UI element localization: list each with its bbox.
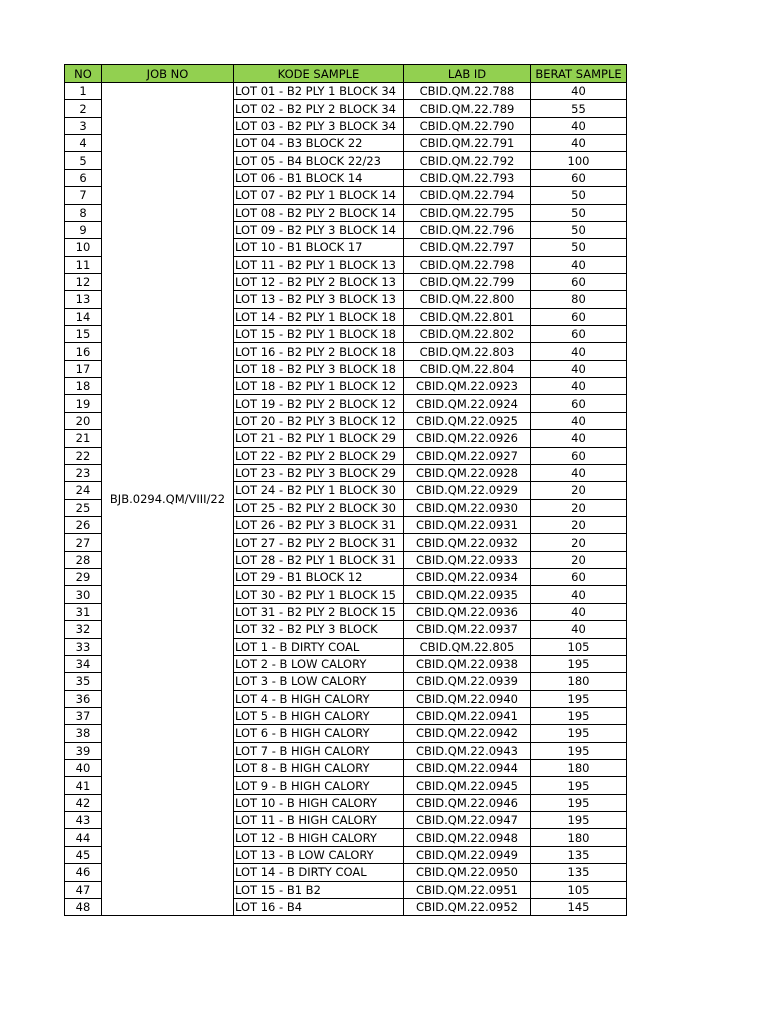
cell-no: 9 bbox=[65, 221, 102, 238]
cell-lab-id: CBID.QM.22.0923 bbox=[404, 378, 531, 395]
cell-kode-sample: LOT 6 - B HIGH CALORY bbox=[234, 725, 404, 742]
cell-no: 42 bbox=[65, 794, 102, 811]
cell-lab-id: CBID.QM.22.0947 bbox=[404, 812, 531, 829]
cell-lab-id: CBID.QM.22.0937 bbox=[404, 621, 531, 638]
cell-berat-sample: 195 bbox=[531, 742, 627, 759]
cell-berat-sample: 40 bbox=[531, 83, 627, 100]
cell-kode-sample: LOT 08 - B2 PLY 2 BLOCK 14 bbox=[234, 204, 404, 221]
cell-kode-sample: LOT 29 - B1 BLOCK 12 bbox=[234, 569, 404, 586]
cell-berat-sample: 40 bbox=[531, 256, 627, 273]
cell-no: 36 bbox=[65, 690, 102, 707]
header-lab-id: LAB ID bbox=[404, 65, 531, 83]
cell-kode-sample: LOT 20 - B2 PLY 3 BLOCK 12 bbox=[234, 412, 404, 429]
cell-no: 48 bbox=[65, 898, 102, 915]
cell-no: 20 bbox=[65, 412, 102, 429]
cell-lab-id: CBID.QM.22.793 bbox=[404, 169, 531, 186]
cell-kode-sample: LOT 24 - B2 PLY 1 BLOCK 30 bbox=[234, 482, 404, 499]
cell-kode-sample: LOT 14 - B DIRTY COAL bbox=[234, 864, 404, 881]
cell-lab-id: CBID.QM.22.0931 bbox=[404, 516, 531, 533]
cell-lab-id: CBID.QM.22.799 bbox=[404, 273, 531, 290]
cell-lab-id: CBID.QM.22.0942 bbox=[404, 725, 531, 742]
cell-kode-sample: LOT 31 - B2 PLY 2 BLOCK 15 bbox=[234, 603, 404, 620]
cell-kode-sample: LOT 16 - B4 bbox=[234, 898, 404, 915]
cell-berat-sample: 40 bbox=[531, 117, 627, 134]
cell-berat-sample: 20 bbox=[531, 551, 627, 568]
cell-no: 2 bbox=[65, 100, 102, 117]
cell-kode-sample: LOT 12 - B2 PLY 2 BLOCK 13 bbox=[234, 273, 404, 290]
cell-kode-sample: LOT 11 - B2 PLY 1 BLOCK 13 bbox=[234, 256, 404, 273]
cell-berat-sample: 135 bbox=[531, 846, 627, 863]
cell-no: 12 bbox=[65, 273, 102, 290]
cell-no: 32 bbox=[65, 621, 102, 638]
cell-berat-sample: 20 bbox=[531, 534, 627, 551]
cell-berat-sample: 60 bbox=[531, 308, 627, 325]
cell-lab-id: CBID.QM.22.789 bbox=[404, 100, 531, 117]
cell-berat-sample: 20 bbox=[531, 499, 627, 516]
cell-no: 28 bbox=[65, 551, 102, 568]
cell-lab-id: CBID.QM.22.788 bbox=[404, 83, 531, 100]
cell-kode-sample: LOT 07 - B2 PLY 1 BLOCK 14 bbox=[234, 187, 404, 204]
cell-no: 5 bbox=[65, 152, 102, 169]
cell-no: 25 bbox=[65, 499, 102, 516]
cell-berat-sample: 40 bbox=[531, 621, 627, 638]
cell-berat-sample: 180 bbox=[531, 760, 627, 777]
cell-lab-id: CBID.QM.22.0928 bbox=[404, 464, 531, 481]
cell-no: 16 bbox=[65, 343, 102, 360]
cell-no: 11 bbox=[65, 256, 102, 273]
cell-kode-sample: LOT 11 - B HIGH CALORY bbox=[234, 812, 404, 829]
cell-lab-id: CBID.QM.22.797 bbox=[404, 239, 531, 256]
cell-lab-id: CBID.QM.22.795 bbox=[404, 204, 531, 221]
cell-kode-sample: LOT 12 - B HIGH CALORY bbox=[234, 829, 404, 846]
cell-no: 41 bbox=[65, 777, 102, 794]
cell-kode-sample: LOT 03 - B2 PLY 3 BLOCK 34 bbox=[234, 117, 404, 134]
cell-kode-sample: LOT 19 - B2 PLY 2 BLOCK 12 bbox=[234, 395, 404, 412]
cell-no: 18 bbox=[65, 378, 102, 395]
cell-no: 31 bbox=[65, 603, 102, 620]
cell-berat-sample: 60 bbox=[531, 569, 627, 586]
cell-lab-id: CBID.QM.22.0948 bbox=[404, 829, 531, 846]
cell-no: 8 bbox=[65, 204, 102, 221]
cell-lab-id: CBID.QM.22.0932 bbox=[404, 534, 531, 551]
cell-lab-id: CBID.QM.22.801 bbox=[404, 308, 531, 325]
cell-kode-sample: LOT 15 - B1 B2 bbox=[234, 881, 404, 898]
cell-no: 21 bbox=[65, 430, 102, 447]
cell-berat-sample: 40 bbox=[531, 464, 627, 481]
cell-no: 19 bbox=[65, 395, 102, 412]
cell-berat-sample: 40 bbox=[531, 412, 627, 429]
cell-lab-id: CBID.QM.22.0944 bbox=[404, 760, 531, 777]
cell-berat-sample: 60 bbox=[531, 447, 627, 464]
cell-lab-id: CBID.QM.22.0930 bbox=[404, 499, 531, 516]
cell-berat-sample: 135 bbox=[531, 864, 627, 881]
cell-no: 15 bbox=[65, 326, 102, 343]
cell-berat-sample: 180 bbox=[531, 829, 627, 846]
cell-berat-sample: 55 bbox=[531, 100, 627, 117]
cell-lab-id: CBID.QM.22.0943 bbox=[404, 742, 531, 759]
cell-kode-sample: LOT 09 - B2 PLY 3 BLOCK 14 bbox=[234, 221, 404, 238]
cell-kode-sample: LOT 25 - B2 PLY 2 BLOCK 30 bbox=[234, 499, 404, 516]
cell-kode-sample: LOT 21 - B2 PLY 1 BLOCK 29 bbox=[234, 430, 404, 447]
cell-lab-id: CBID.QM.22.0929 bbox=[404, 482, 531, 499]
cell-lab-id: CBID.QM.22.0951 bbox=[404, 881, 531, 898]
cell-no: 27 bbox=[65, 534, 102, 551]
cell-kode-sample: LOT 9 - B HIGH CALORY bbox=[234, 777, 404, 794]
cell-kode-sample: LOT 13 - B2 PLY 3 BLOCK 13 bbox=[234, 291, 404, 308]
header-no: NO bbox=[65, 65, 102, 83]
cell-kode-sample: LOT 13 - B LOW CALORY bbox=[234, 846, 404, 863]
cell-berat-sample: 20 bbox=[531, 482, 627, 499]
cell-no: 4 bbox=[65, 135, 102, 152]
cell-lab-id: CBID.QM.22.0938 bbox=[404, 655, 531, 672]
cell-no: 26 bbox=[65, 516, 102, 533]
cell-berat-sample: 100 bbox=[531, 152, 627, 169]
cell-berat-sample: 60 bbox=[531, 169, 627, 186]
cell-kode-sample: LOT 02 - B2 PLY 2 BLOCK 34 bbox=[234, 100, 404, 117]
cell-berat-sample: 50 bbox=[531, 204, 627, 221]
cell-kode-sample: LOT 5 - B HIGH CALORY bbox=[234, 707, 404, 724]
cell-lab-id: CBID.QM.22.800 bbox=[404, 291, 531, 308]
sample-table bbox=[64, 64, 627, 916]
cell-lab-id: CBID.QM.22.792 bbox=[404, 152, 531, 169]
cell-lab-id: CBID.QM.22.798 bbox=[404, 256, 531, 273]
cell-no: 45 bbox=[65, 846, 102, 863]
cell-job-no: BJB.0294.QM/VIII/22 bbox=[102, 83, 234, 916]
table-body bbox=[65, 83, 627, 916]
cell-lab-id: CBID.QM.22.0939 bbox=[404, 673, 531, 690]
cell-lab-id: CBID.QM.22.0936 bbox=[404, 603, 531, 620]
cell-lab-id: CBID.QM.22.796 bbox=[404, 221, 531, 238]
cell-berat-sample: 105 bbox=[531, 881, 627, 898]
cell-kode-sample: LOT 28 - B2 PLY 1 BLOCK 31 bbox=[234, 551, 404, 568]
cell-no: 30 bbox=[65, 586, 102, 603]
cell-berat-sample: 40 bbox=[531, 135, 627, 152]
cell-berat-sample: 60 bbox=[531, 326, 627, 343]
cell-kode-sample: LOT 15 - B2 PLY 1 BLOCK 18 bbox=[234, 326, 404, 343]
cell-no: 6 bbox=[65, 169, 102, 186]
cell-berat-sample: 40 bbox=[531, 430, 627, 447]
cell-berat-sample: 195 bbox=[531, 707, 627, 724]
cell-berat-sample: 20 bbox=[531, 516, 627, 533]
cell-lab-id: CBID.QM.22.0924 bbox=[404, 395, 531, 412]
header-job-no: JOB NO bbox=[102, 65, 234, 83]
cell-no: 37 bbox=[65, 707, 102, 724]
cell-no: 38 bbox=[65, 725, 102, 742]
cell-lab-id: CBID.QM.22.0935 bbox=[404, 586, 531, 603]
cell-kode-sample: LOT 16 - B2 PLY 2 BLOCK 18 bbox=[234, 343, 404, 360]
cell-berat-sample: 50 bbox=[531, 239, 627, 256]
cell-berat-sample: 105 bbox=[531, 638, 627, 655]
cell-no: 44 bbox=[65, 829, 102, 846]
table-header bbox=[65, 65, 627, 83]
cell-kode-sample: LOT 3 - B LOW CALORY bbox=[234, 673, 404, 690]
cell-lab-id: CBID.QM.22.0940 bbox=[404, 690, 531, 707]
cell-no: 10 bbox=[65, 239, 102, 256]
cell-kode-sample: LOT 22 - B2 PLY 2 BLOCK 29 bbox=[234, 447, 404, 464]
cell-lab-id: CBID.QM.22.0927 bbox=[404, 447, 531, 464]
cell-lab-id: CBID.QM.22.0926 bbox=[404, 430, 531, 447]
cell-lab-id: CBID.QM.22.804 bbox=[404, 360, 531, 377]
cell-lab-id: CBID.QM.22.0934 bbox=[404, 569, 531, 586]
cell-berat-sample: 60 bbox=[531, 273, 627, 290]
cell-berat-sample: 195 bbox=[531, 777, 627, 794]
cell-berat-sample: 195 bbox=[531, 794, 627, 811]
cell-lab-id: CBID.QM.22.794 bbox=[404, 187, 531, 204]
cell-kode-sample: LOT 14 - B2 PLY 1 BLOCK 18 bbox=[234, 308, 404, 325]
cell-lab-id: CBID.QM.22.0933 bbox=[404, 551, 531, 568]
cell-no: 22 bbox=[65, 447, 102, 464]
cell-berat-sample: 40 bbox=[531, 378, 627, 395]
cell-lab-id: CBID.QM.22.791 bbox=[404, 135, 531, 152]
cell-kode-sample: LOT 18 - B2 PLY 3 BLOCK 18 bbox=[234, 360, 404, 377]
cell-berat-sample: 40 bbox=[531, 343, 627, 360]
cell-kode-sample: LOT 23 - B2 PLY 3 BLOCK 29 bbox=[234, 464, 404, 481]
cell-kode-sample: LOT 1 - B DIRTY COAL bbox=[234, 638, 404, 655]
cell-no: 47 bbox=[65, 881, 102, 898]
cell-berat-sample: 195 bbox=[531, 690, 627, 707]
cell-kode-sample: LOT 8 - B HIGH CALORY bbox=[234, 760, 404, 777]
cell-kode-sample: LOT 05 - B4 BLOCK 22/23 bbox=[234, 152, 404, 169]
cell-lab-id: CBID.QM.22.803 bbox=[404, 343, 531, 360]
cell-kode-sample: LOT 10 - B HIGH CALORY bbox=[234, 794, 404, 811]
cell-no: 3 bbox=[65, 117, 102, 134]
cell-berat-sample: 195 bbox=[531, 812, 627, 829]
cell-kode-sample: LOT 2 - B LOW CALORY bbox=[234, 655, 404, 672]
cell-berat-sample: 180 bbox=[531, 673, 627, 690]
cell-no: 7 bbox=[65, 187, 102, 204]
cell-berat-sample: 195 bbox=[531, 725, 627, 742]
cell-lab-id: CBID.QM.22.802 bbox=[404, 326, 531, 343]
cell-no: 43 bbox=[65, 812, 102, 829]
cell-no: 23 bbox=[65, 464, 102, 481]
cell-berat-sample: 80 bbox=[531, 291, 627, 308]
cell-berat-sample: 145 bbox=[531, 898, 627, 915]
cell-kode-sample: LOT 32 - B2 PLY 3 BLOCK bbox=[234, 621, 404, 638]
cell-lab-id: CBID.QM.22.0941 bbox=[404, 707, 531, 724]
cell-lab-id: CBID.QM.22.0925 bbox=[404, 412, 531, 429]
cell-no: 35 bbox=[65, 673, 102, 690]
header-row bbox=[65, 65, 627, 83]
cell-no: 29 bbox=[65, 569, 102, 586]
cell-kode-sample: LOT 01 - B2 PLY 1 BLOCK 34 bbox=[234, 83, 404, 100]
cell-berat-sample: 40 bbox=[531, 603, 627, 620]
cell-lab-id: CBID.QM.22.0949 bbox=[404, 846, 531, 863]
cell-no: 34 bbox=[65, 655, 102, 672]
cell-no: 39 bbox=[65, 742, 102, 759]
cell-berat-sample: 50 bbox=[531, 187, 627, 204]
cell-no: 17 bbox=[65, 360, 102, 377]
cell-kode-sample: LOT 4 - B HIGH CALORY bbox=[234, 690, 404, 707]
cell-berat-sample: 40 bbox=[531, 360, 627, 377]
cell-lab-id: CBID.QM.22.0952 bbox=[404, 898, 531, 915]
cell-no: 40 bbox=[65, 760, 102, 777]
cell-lab-id: CBID.QM.22.790 bbox=[404, 117, 531, 134]
cell-lab-id: CBID.QM.22.805 bbox=[404, 638, 531, 655]
cell-berat-sample: 50 bbox=[531, 221, 627, 238]
cell-no: 14 bbox=[65, 308, 102, 325]
cell-kode-sample: LOT 18 - B2 PLY 1 BLOCK 12 bbox=[234, 378, 404, 395]
cell-lab-id: CBID.QM.22.0946 bbox=[404, 794, 531, 811]
cell-no: 24 bbox=[65, 482, 102, 499]
cell-kode-sample: LOT 30 - B2 PLY 1 BLOCK 15 bbox=[234, 586, 404, 603]
cell-berat-sample: 40 bbox=[531, 586, 627, 603]
cell-berat-sample: 60 bbox=[531, 395, 627, 412]
header-berat-sample: BERAT SAMPLE bbox=[531, 65, 627, 83]
cell-no: 46 bbox=[65, 864, 102, 881]
cell-kode-sample: LOT 27 - B2 PLY 2 BLOCK 31 bbox=[234, 534, 404, 551]
cell-lab-id: CBID.QM.22.0950 bbox=[404, 864, 531, 881]
cell-no: 13 bbox=[65, 291, 102, 308]
cell-berat-sample: 195 bbox=[531, 655, 627, 672]
cell-kode-sample: LOT 10 - B1 BLOCK 17 bbox=[234, 239, 404, 256]
cell-kode-sample: LOT 7 - B HIGH CALORY bbox=[234, 742, 404, 759]
table-row bbox=[65, 83, 627, 100]
header-kode-sample: KODE SAMPLE bbox=[234, 65, 404, 83]
cell-no: 1 bbox=[65, 83, 102, 100]
cell-kode-sample: LOT 04 - B3 BLOCK 22 bbox=[234, 135, 404, 152]
cell-kode-sample: LOT 26 - B2 PLY 3 BLOCK 31 bbox=[234, 516, 404, 533]
cell-no: 33 bbox=[65, 638, 102, 655]
cell-lab-id: CBID.QM.22.0945 bbox=[404, 777, 531, 794]
cell-kode-sample: LOT 06 - B1 BLOCK 14 bbox=[234, 169, 404, 186]
